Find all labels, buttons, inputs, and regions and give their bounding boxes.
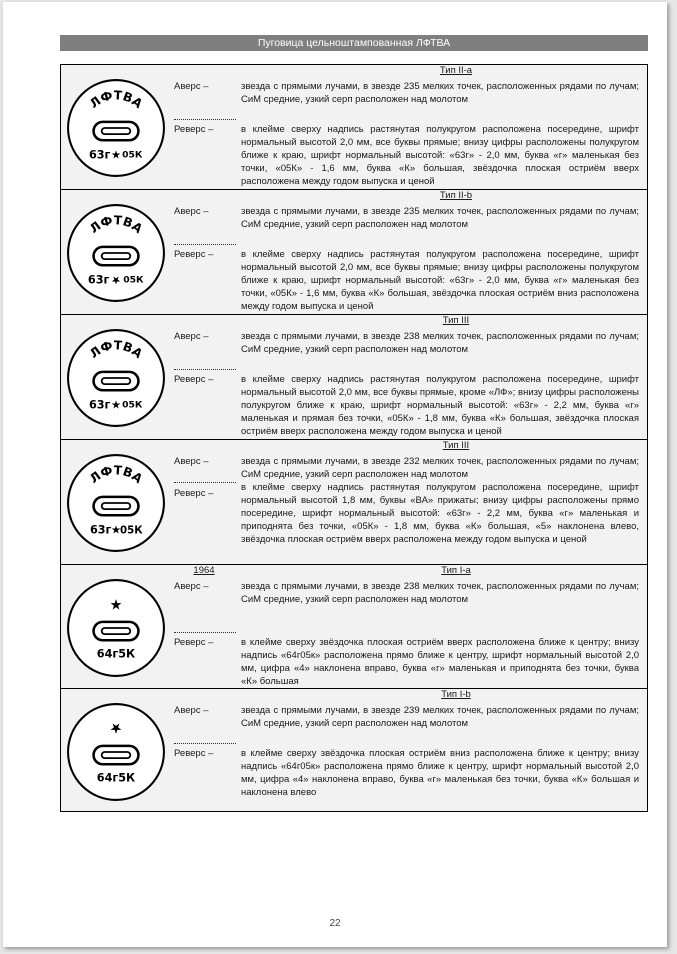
revers-label: Реверс –	[174, 748, 214, 759]
avers-text: звезда с прямыми лучами, в звезде 232 мелких точек, расположенных рядами по лучам; СиМ средние, узкий серп расположен над молотом	[241, 456, 639, 480]
revers-text: в клейме сверху надпись растянутая полукругом расположена посередине, шрифт нормальный высотой 2,0 мм, все буквы прямые; внизу цифры расположены полукругом ближе к краю, шрифт нормальный высотой: «63г» - 2,0 мм, буква «г» маленькая без точки, «05К» - 1,6 мм, буква «К» большая, звёздочка плоская остриём вверх расположена между годом выпуска и ценой	[241, 124, 639, 187]
button-stamp-image	[65, 77, 167, 179]
dotted-separator	[174, 119, 236, 120]
button-stamp-image	[65, 327, 167, 429]
star-icon: ★	[110, 398, 122, 412]
avers-text: звезда с прямыми лучами, в звезде 238 мелких точек, расположенных рядами по лучам; СиМ средние, узкий серп расположен над молотом	[241, 581, 639, 605]
page-number: 22	[329, 918, 341, 929]
revers-label: Реверс –	[174, 124, 214, 135]
section-header: Пуговица цельноштампованная ЛФТВА	[60, 35, 648, 51]
svg-text:ЛФТВА: ЛФТВА	[86, 338, 146, 362]
type-title: Тип III	[442, 315, 470, 326]
table-row	[61, 315, 647, 440]
avers-label: Аверс –	[174, 206, 209, 217]
table-row	[61, 440, 647, 565]
table-row	[61, 65, 647, 190]
button-stamp-image	[65, 701, 167, 803]
star-icon: ★	[110, 273, 122, 287]
type-title: Тип II-a	[439, 65, 473, 76]
avers-text: звезда с прямыми лучами, в звезде 238 мелких точек, расположенных рядами по лучам; СиМ средние, узкий серп расположен над молотом	[241, 331, 639, 355]
stamp-price: 05К	[122, 399, 143, 411]
stamp-top-text: ЛФТВА	[86, 88, 146, 112]
star-icon: ★	[110, 523, 122, 537]
revers-label: Реверс –	[174, 249, 214, 260]
star-icon: ★	[110, 148, 122, 162]
avers-label: Аверс –	[174, 331, 209, 342]
button-stamp-image	[65, 577, 167, 679]
avers-label: Аверс –	[174, 705, 209, 716]
avers-text: звезда с прямыми лучами, в звезде 239 мелких точек, расположенных рядами по лучам; СиМ средние, узкий серп расположен над молотом	[241, 705, 639, 729]
type-title: Тип II-b	[439, 190, 473, 201]
stamp-year: 63г	[88, 398, 111, 412]
revers-label: Реверс –	[174, 488, 214, 499]
stamp-price: 05К	[123, 274, 144, 286]
star-icon: ★	[109, 719, 123, 736]
avers-label: Аверс –	[174, 456, 209, 467]
type-title: Тип III	[442, 440, 470, 451]
stamp-price: 05К	[122, 149, 143, 161]
svg-text:ЛФТВА: ЛФТВА	[86, 213, 146, 237]
avers-text: звезда с прямыми лучами, в звезде 235 мелких точек, расположенных рядами по лучам; СиМ средние, узкий серп расположен над молотом	[241, 206, 639, 230]
stamp-year: 63г	[89, 523, 112, 537]
revers-text: в клейме сверху надпись растянутая полукругом расположена посередине, шрифт нормальный высотой 2,0 мм, все буквы прямые; внизу цифры расположены полукругом ближе к краю, шрифт нормальный высотой: «63г» - 2,0 мм, буква «г» маленькая без точки, «05К» - 1,6 мм, буква «К» большая, звёздочка плоская остриём вниз расположена между годом выпуска и ценой	[241, 249, 639, 312]
button-stamp-image	[65, 452, 167, 554]
dotted-separator	[174, 743, 236, 744]
revers-text: в клейме сверху надпись растянутая полукругом расположена посередине, шрифт нормальный высотой 1,8 мм, буквы «ВА» прижаты; внизу цифры расположены прямо посередине, шрифт нормальный высотой: «63г» - 2,2 мм, буква «г» маленькая и приподнята без точки, «05К» - 1,8 мм, буква «К» большая, «5» наклонена влево, звёздочка плоская остриём вверх расположена между годом выпуска и ценой	[241, 482, 639, 545]
dotted-separator	[174, 482, 236, 483]
avers-text: звезда с прямыми лучами, в звезде 235 мелких точек, расположенных рядами по лучам; СиМ средние, узкий серп расположен над молотом	[241, 81, 639, 105]
stamp-year: 63г	[87, 273, 110, 287]
dotted-separator	[174, 244, 236, 245]
revers-label: Реверс –	[174, 374, 214, 385]
revers-label: Реверс –	[174, 637, 214, 648]
year-label: 1964	[193, 565, 215, 576]
type-title: Тип I-a	[441, 565, 471, 576]
revers-text: в клейме сверху звёздочка плоская остриём вниз расположена ближе к центру; внизу надпись «64г05к» расположена прямо ближе к центру, шрифт нормальный высотой 2,0 мм, цифра «4» наклонена вправо, буква «г» маленькая без точки, буква «К» большая и наклонена влево	[241, 748, 639, 798]
button-stamp-image	[65, 202, 167, 304]
dotted-separator	[174, 369, 236, 370]
revers-text: в клейме сверху надпись растянутая полукругом расположена посередине, шрифт нормальный высотой 2,0 мм, все буквы прямые, кроме «ЛФ»; внизу цифры расположены полукругом ближе к краю, шрифт нормальный высотой: «63г» - 2,2 мм, буква «г» маленькая и прямая без точки, «05К» - 1,8 мм, буква «К» большая, звёздочка плоская остриём вверх расположена между годом выпуска и ценой	[241, 374, 639, 437]
type-title: Тип I-b	[441, 689, 471, 700]
star-icon: ★	[109, 597, 123, 614]
stamp-year-price: 64г5К	[96, 771, 136, 785]
avers-label: Аверс –	[174, 581, 209, 592]
stamp-year: 63г	[88, 148, 111, 162]
table-row	[61, 689, 647, 811]
document-page	[3, 2, 667, 947]
revers-text: в клейме сверху звёздочка плоская остриём вверх расположена ближе к центру; внизу надпись «64г05к» расположена прямо ближе к центру, шрифт нормальный высотой 2,0 мм, цифра «4» наклонена вправо, буква «г» маленькая и приподнята без точки, буква «К» большая	[241, 637, 639, 687]
svg-text:ЛФТВА: ЛФТВА	[86, 463, 146, 487]
table-row	[61, 565, 647, 689]
button-types-table	[60, 64, 648, 812]
stamp-year-price: 64г5К	[96, 647, 136, 661]
table-row	[61, 190, 647, 315]
dotted-separator	[174, 632, 236, 633]
stamp-price: 05К	[120, 525, 143, 537]
avers-label: Аверс –	[174, 81, 209, 92]
